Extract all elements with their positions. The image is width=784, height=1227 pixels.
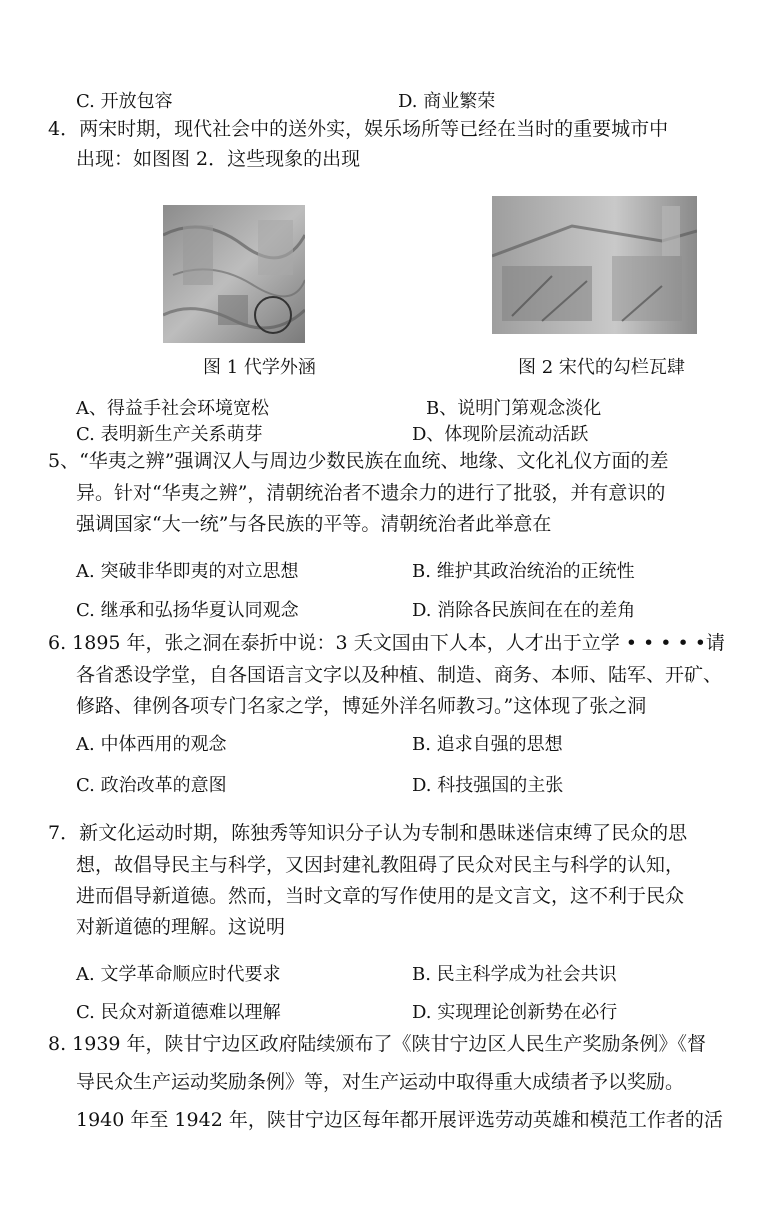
q4-stem-line-2: 出现：如图图 2．这些现象的出现	[76, 148, 361, 170]
q8-stem-line-2: 导民众生产运动奖励条例》等，对生产运动中取得重大成绩者予以奖励。	[76, 1071, 685, 1093]
q3-option-d: D. 商业繁荣	[398, 91, 496, 112]
q6-stem-line-1: 6. 1895 年，张之洞在泰折中说：3 夭文国由下人本，人才出于立学 • • • • •请	[48, 632, 725, 654]
q8-stem-line-1: 8. 1939 年，陕甘宁边区政府陆续颁布了《陕甘宁边区人民生产奖励条例》《督	[48, 1033, 707, 1055]
q5-stem-line-3: 强调国家“大一统”与各民族的平等。清朝统治者此举意在	[76, 513, 552, 535]
q7-stem-line-3: 进而倡导新道德。然而，当时文章的写作使用的是文言文，这不利于民众	[76, 885, 685, 907]
q5-stem-line-1: 5、“华夷之辨”强调汉人与周边少数民族在血统、地缘、文化礼仪方面的差	[48, 450, 669, 472]
q7-option-c: C. 民众对新道德难以理解	[76, 1002, 281, 1023]
q4-option-a: A、得益手社会环境宽松	[76, 398, 269, 419]
q5-option-d: D. 消除各民族间在在的差角	[412, 600, 636, 621]
q8-stem-line-3: 1940 年至 1942 年，陕甘宁边区每年都开展评选劳动英雄和模范工作者的活	[76, 1109, 723, 1131]
q4-option-b: B、说明门第观念淡化	[426, 398, 602, 419]
figure-1-image	[163, 205, 305, 343]
q7-stem-line-2: 想，故倡导民主与科学，又因封建礼教阻碍了民众对民主与科学的认知，	[76, 854, 685, 876]
q5-option-a: A. 突破非华即夷的对立思想	[76, 561, 299, 582]
figure-2-caption: 图 2 宋代的勾栏瓦肆	[518, 357, 685, 378]
q4-option-c: C. 表明新生产关系萌芽	[76, 424, 263, 445]
q4-stem-line-1: 4．两宋时期，现代社会中的送外实，娱乐场所等已经在当时的重要城市中	[48, 118, 669, 140]
q7-option-d: D. 实现理论创新势在必行	[412, 1002, 618, 1023]
figure-2-image	[492, 196, 697, 334]
q6-option-d: D. 科技强国的主张	[412, 775, 564, 796]
q6-option-c: C. 政治改革的意图	[76, 775, 227, 796]
q5-option-b: B. 维护其政治统治的正统性	[412, 561, 635, 582]
q6-option-b: B. 追求自强的思想	[412, 734, 563, 755]
q4-option-d: D、体现阶层流动活跃	[412, 424, 589, 445]
q7-option-a: A. 文学革命顺应时代要求	[76, 964, 281, 985]
figure-1-caption: 图 1 代学外涵	[203, 357, 316, 378]
q6-stem-line-3: 修路、律例各项专门名家之学，博延外洋名师教习。”这体现了张之洞	[76, 695, 647, 717]
q7-stem-line-4: 对新道德的理解。这说明	[76, 916, 286, 938]
q3-option-c: C. 开放包容	[76, 91, 173, 112]
q7-option-b: B. 民主科学成为社会共识	[412, 964, 617, 985]
q5-stem-line-2: 异。针对“华夷之辨”，清朝统治者不遗余力的进行了批驳，并有意识的	[76, 482, 666, 504]
q6-stem-line-2: 各省悉设学堂，自各国语言文字以及种植、制造、商务、本师、陆军、开矿、	[76, 664, 723, 686]
q6-option-a: A. 中体西用的观念	[76, 734, 227, 755]
q5-option-c: C. 继承和弘扬华夏认同观念	[76, 600, 299, 621]
q7-stem-line-1: 7．新文化运动时期，陈独秀等知识分子认为专制和愚昧迷信束缚了民众的思	[48, 822, 688, 844]
